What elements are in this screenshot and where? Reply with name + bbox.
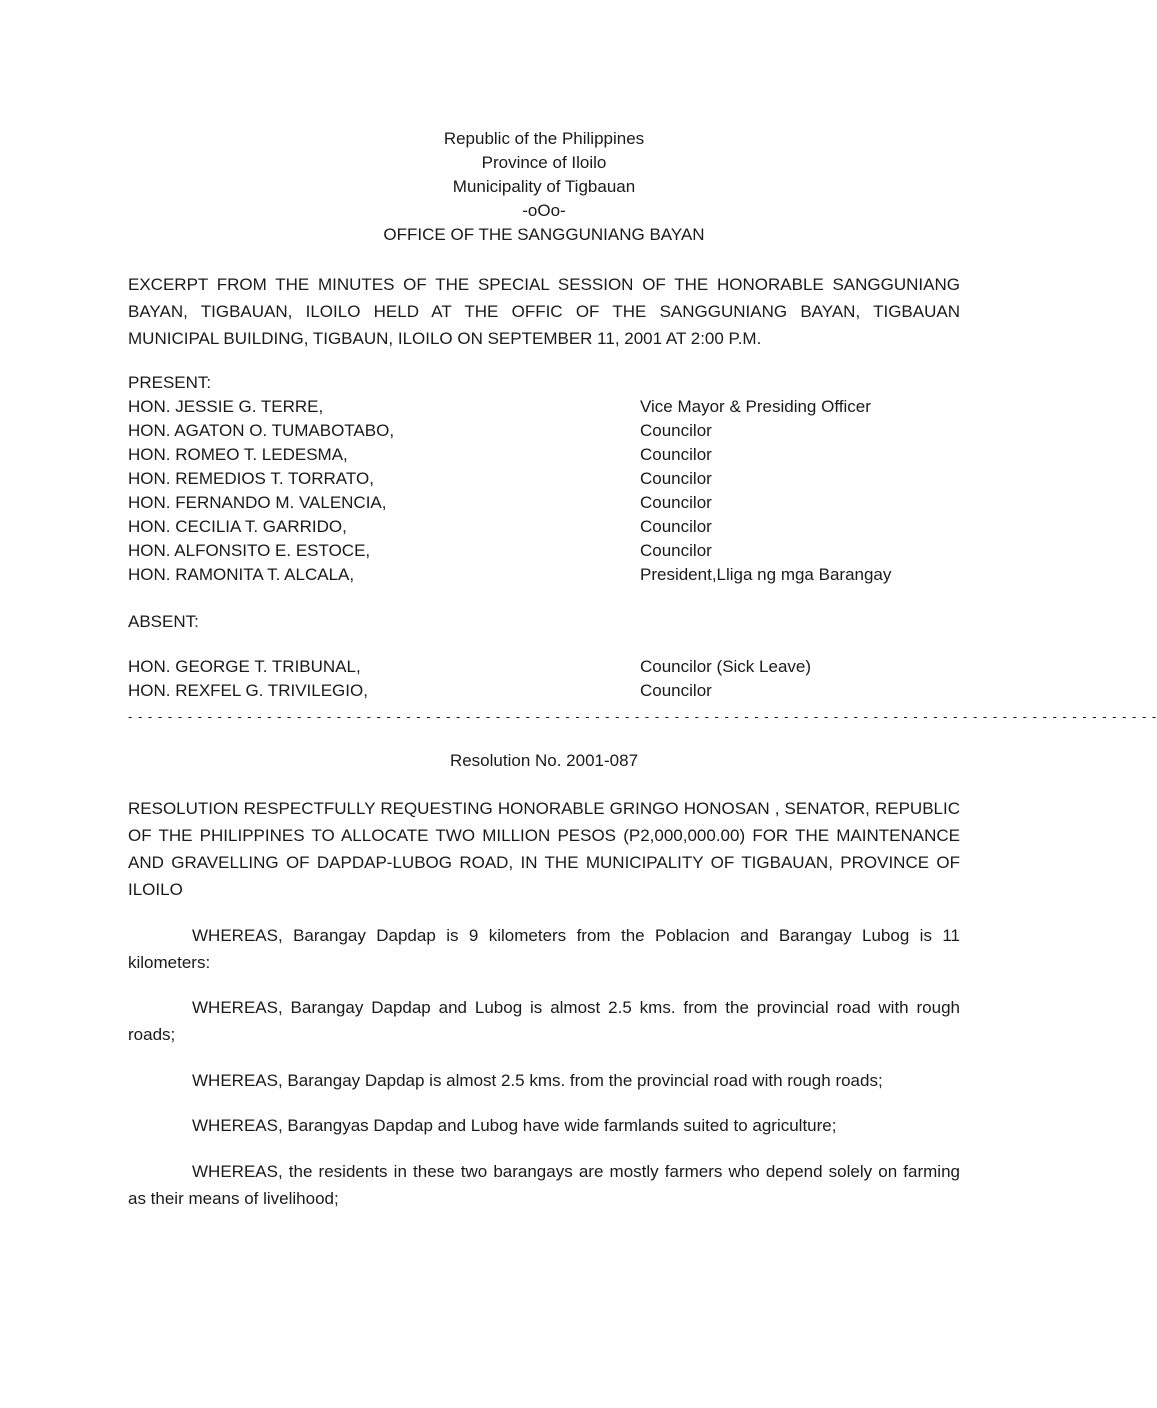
whereas-clause: WHEREAS, Barangay Dapdap and Lubog is almost 2.5 kms. from the provincial road with rough roads; [128, 998, 960, 1044]
absent-member-row [128, 657, 960, 681]
header-separator: -oOo- [522, 201, 566, 220]
present-member-row [128, 469, 960, 493]
member-title: Councilor [640, 421, 712, 440]
whereas-clause: WHEREAS, Barangay Dapdap is almost 2.5 kms. from the provincial road with rough roads; [192, 1071, 883, 1090]
present-member-row [128, 445, 960, 469]
member-title: Councilor [640, 517, 712, 536]
whereas-clause: WHEREAS, the residents in these two barangays are mostly farmers who depend solely on farming as their means of livelihood; [128, 1162, 960, 1208]
member-title: Councilor [640, 541, 712, 560]
member-name: HON. ALFONSITO E. ESTOCE, [128, 541, 371, 560]
header-province: Province of Iloilo [481, 153, 607, 172]
member-name: HON. FERNANDO M. VALENCIA, [128, 493, 387, 512]
absent-member-row [128, 681, 960, 705]
resolution-title: RESOLUTION RESPECTFULLY REQUESTING HONORABLE GRINGO HONOSAN , SENATOR, REPUBLIC OF THE PHILIPPINES TO ALLOCATE TWO MILLION PESOS (P2,000,000.00) FOR THE MAINTENANCE AND GRAVELLING OF DAPDAP-LUBOG ROAD, IN THE MUNICIPALITY OF TIGBAUAN, PROVINCE OF ILOILO [128, 799, 960, 899]
member-name: HON. RAMONITA T. ALCALA, [128, 565, 355, 584]
member-name: HON. REXFEL G. TRIVILEGIO, [128, 681, 368, 700]
member-title: Councilor [640, 681, 712, 700]
header-office: OFFICE OF THE SANGGUNIANG BAYAN [383, 225, 705, 244]
header-republic: Republic of the Philippines [443, 129, 645, 148]
member-name: HON. GEORGE T. TRIBUNAL, [128, 657, 361, 676]
member-title: Councilor [640, 493, 712, 512]
member-title: Councilor (Sick Leave) [640, 657, 812, 676]
member-title: Vice Mayor & Presiding Officer [640, 397, 871, 416]
member-title: Councilor [640, 469, 712, 488]
whereas-clause: WHEREAS, Barangyas Dapdap and Lubog have wide farmlands suited to agriculture; [192, 1116, 837, 1135]
whereas-clause: WHEREAS, Barangay Dapdap is 9 kilometers from the Poblacion and Barangay Lubog is 11 kilometers: [128, 926, 960, 972]
member-name: HON. AGATON O. TUMABOTABO, [128, 421, 395, 440]
present-member-row [128, 565, 960, 589]
member-name: HON. ROMEO T. LEDESMA, [128, 445, 348, 464]
absent-label: ABSENT: [128, 612, 199, 631]
present-member-row [128, 517, 960, 541]
present-member-row [128, 421, 960, 445]
member-title: Councilor [640, 445, 712, 464]
present-member-row [128, 397, 960, 421]
member-name: HON. REMEDIOS T. TORRATO, [128, 469, 374, 488]
member-title: President,Lliga ng mga Barangay [640, 565, 892, 584]
header-municipality: Municipality of Tigbauan [452, 177, 636, 196]
present-member-row [128, 493, 960, 517]
dashed-divider: - - - - - - - - - - - - - - - - - - - - - - - - - - - - - - - - - - - - - - - - - - - - - - - - - - - - - - - - - - - - - - - - - - - - - - - - - - - - - - - - - - - - - - - - - - - - - - - - - - - - - - - - [128, 709, 1157, 724]
present-label: PRESENT: [128, 373, 212, 392]
present-member-row [128, 541, 960, 565]
minutes-excerpt: EXCERPT FROM THE MINUTES OF THE SPECIAL SESSION OF THE HONORABLE SANGGUNIANG BAYAN, TIGBAUAN, ILOILO HELD AT THE OFFIC OF THE SANGGUNIANG BAYAN, TIGBAUAN MUNICIPAL BUILDING, TIGBAUN, ILOILO ON SEPTEMBER 11, 2001 AT 2:00 P.M. [128, 275, 960, 348]
member-name: HON. JESSIE G. TERRE, [128, 397, 324, 416]
member-name: HON. CECILIA T. GARRIDO, [128, 517, 347, 536]
resolution-number: Resolution No. 2001-087 [449, 751, 639, 770]
